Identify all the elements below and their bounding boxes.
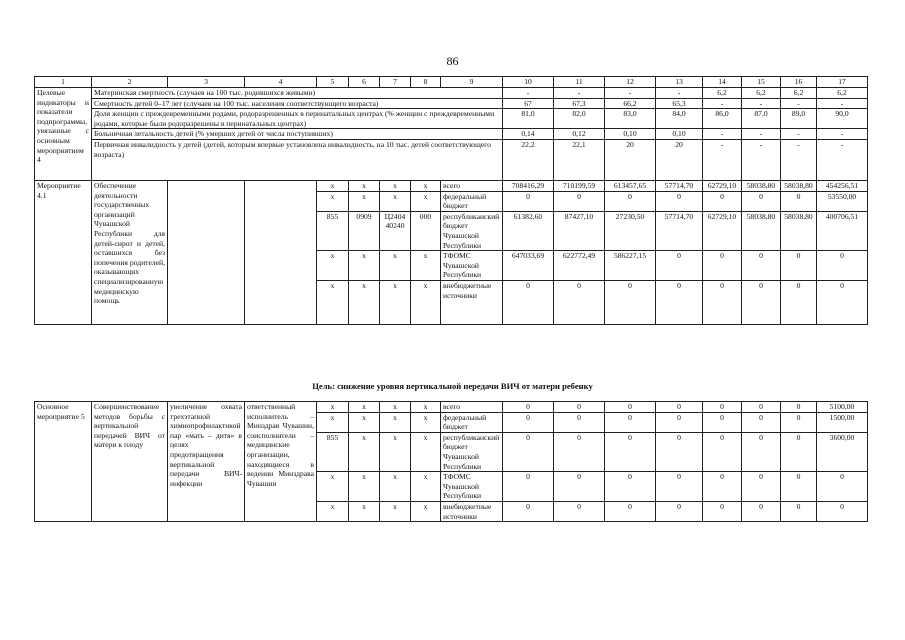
indicator-value: - xyxy=(817,98,868,109)
budget-code: x xyxy=(317,402,349,413)
funding-source: всего xyxy=(441,180,503,191)
funding-value: 0 xyxy=(703,472,742,502)
funding-value: 3600,00 xyxy=(817,432,868,471)
indicator-value: - xyxy=(817,129,868,140)
funding-value: 5100,00 xyxy=(817,402,868,413)
budget-code: x xyxy=(317,251,349,281)
budget-code: x xyxy=(411,280,441,324)
budget-code: x xyxy=(349,402,380,413)
indicator-value: 66,2 xyxy=(605,98,656,109)
funding-value: 0 xyxy=(605,280,656,324)
funding-value: 0 xyxy=(817,280,868,324)
funding-value: 0 xyxy=(605,472,656,502)
indicator-text: Доля женщин с преждевременными родами, родоразрешенных в перинатальных центрах (% женщин с преждевременными родами, которые были родоразрешены в перинатальных центрах) xyxy=(92,109,503,129)
funding-value: 0 xyxy=(742,412,781,432)
funding-value: 61382,60 xyxy=(503,211,554,250)
funding-value: 0 xyxy=(817,251,868,281)
funding-value: 0 xyxy=(605,402,656,413)
budget-code: x xyxy=(380,501,411,521)
funding-value: 1500,00 xyxy=(817,412,868,432)
budget-code: x xyxy=(380,191,411,211)
funding-value: 0 xyxy=(742,280,781,324)
funding-value: 0 xyxy=(781,472,817,502)
funding-value: 53550,00 xyxy=(817,191,868,211)
funding-source: ТФОМС Чувашской Республики xyxy=(441,251,503,281)
indicator-value: 6,2 xyxy=(742,88,781,99)
funding-value: 0 xyxy=(742,251,781,281)
col-number: 7 xyxy=(380,77,411,88)
funding-value: 0 xyxy=(703,412,742,432)
indicator-value: 6,2 xyxy=(817,88,868,99)
funding-value: 0 xyxy=(703,501,742,521)
budget-code: x xyxy=(349,251,380,281)
funding-row xyxy=(35,402,868,413)
budget-code: x xyxy=(380,180,411,191)
budget-code: x xyxy=(349,472,380,502)
budget-code: x xyxy=(380,472,411,502)
budget-code: x xyxy=(380,280,411,324)
page-number: 86 xyxy=(446,54,459,68)
budget-code: x xyxy=(411,191,441,211)
budget-code: x xyxy=(317,191,349,211)
funding-value: 0 xyxy=(742,501,781,521)
funding-value: 710199,59 xyxy=(554,180,605,191)
indicator-value: - xyxy=(703,98,742,109)
indicator-text: Смертность детей 0–17 лет (случаев на 100 тыс. населения соответствующего возраста) xyxy=(92,98,503,109)
indicator-row xyxy=(35,98,868,109)
funding-value: 0 xyxy=(554,432,605,471)
budget-code: x xyxy=(349,432,380,471)
column-number-row xyxy=(35,77,868,88)
funding-value: 0 xyxy=(554,191,605,211)
indicator-text: Материнская смертность (случаев на 100 тыс. родившихся живыми) xyxy=(92,88,503,99)
indicator-text: Первичная инвалидность у детей (детей, которым впервые установлена инвалидность, на 10 тыс. детей соответствующего возраста) xyxy=(92,139,503,180)
budget-code: x xyxy=(317,412,349,432)
indicator-value: 86,0 xyxy=(703,109,742,129)
indicator-value: 65,3 xyxy=(656,98,703,109)
funding-value: 0 xyxy=(656,501,703,521)
funding-value: 0 xyxy=(554,280,605,324)
budget-code: x xyxy=(349,191,380,211)
funding-value: 0 xyxy=(703,191,742,211)
indicator-value: - xyxy=(503,88,554,99)
funding-value: 0 xyxy=(554,472,605,502)
measure-name: Совершенствование методов борьбы с вертикальной передачей ВИЧ от матери к плоду xyxy=(92,402,168,522)
funding-value: 0 xyxy=(503,191,554,211)
indicator-row xyxy=(35,139,868,180)
funding-value: 400706,51 xyxy=(817,211,868,250)
indicator-value: 89,0 xyxy=(781,109,817,129)
funding-value: 0 xyxy=(656,412,703,432)
funding-value: 0 xyxy=(781,501,817,521)
funding-value: 27230,50 xyxy=(605,211,656,250)
measure-name: Обеспечение деятельности государственных организаций Чувашской Республики для детей-сирот и детей, оставшихся без попечения родителей, оказывающих специализированную медицинскую помощь xyxy=(92,180,168,324)
funding-value: 0 xyxy=(503,412,554,432)
col-number: 2 xyxy=(92,77,168,88)
indicator-value: - xyxy=(781,139,817,180)
col-number: 14 xyxy=(703,77,742,88)
funding-value: 0 xyxy=(503,501,554,521)
indicator-value: 67 xyxy=(503,98,554,109)
funding-source: федеральный бюджет xyxy=(441,191,503,211)
col-number: 5 xyxy=(317,77,349,88)
indicator-row xyxy=(35,88,868,99)
funding-value: 708416,29 xyxy=(503,180,554,191)
funding-value: 0 xyxy=(781,432,817,471)
indicator-value: 0,12 xyxy=(554,129,605,140)
indicator-value: - xyxy=(656,88,703,99)
budget-code: x xyxy=(380,402,411,413)
funding-value: 586227,15 xyxy=(605,251,656,281)
budget-code: 000 xyxy=(411,211,441,250)
col-number: 16 xyxy=(781,77,817,88)
indicator-value: - xyxy=(703,139,742,180)
funding-value: 62729,10 xyxy=(703,180,742,191)
indicator-value: - xyxy=(817,139,868,180)
indicator-value: - xyxy=(781,98,817,109)
budget-code: x xyxy=(380,432,411,471)
indicator-value: - xyxy=(781,129,817,140)
indicator-value: - xyxy=(605,88,656,99)
budget-code: x xyxy=(411,180,441,191)
measure5-table xyxy=(34,401,868,522)
funding-value: 62729,10 xyxy=(703,211,742,250)
budget-code: 0909 xyxy=(349,211,380,250)
budget-code: x xyxy=(411,412,441,432)
col-number: 11 xyxy=(554,77,605,88)
funding-value: 647033,69 xyxy=(503,251,554,281)
budget-code: x xyxy=(411,402,441,413)
budget-code: x xyxy=(349,280,380,324)
budget-code: x xyxy=(380,412,411,432)
budget-code: x xyxy=(317,180,349,191)
indicator-value: 82,0 xyxy=(554,109,605,129)
col-number: 9 xyxy=(441,77,503,88)
funding-value: 57714,70 xyxy=(656,211,703,250)
indicator-value: - xyxy=(742,98,781,109)
funding-value: 0 xyxy=(656,432,703,471)
budget-code: x xyxy=(349,412,380,432)
indicator-value: - xyxy=(554,88,605,99)
col-number: 15 xyxy=(742,77,781,88)
funding-source: федеральный бюджет xyxy=(441,412,503,432)
funding-value: 0 xyxy=(781,402,817,413)
funding-value: 58038,80 xyxy=(742,180,781,191)
indicator-value: - xyxy=(703,129,742,140)
funding-value: 0 xyxy=(605,191,656,211)
funding-value: 0 xyxy=(503,280,554,324)
budget-code: x xyxy=(411,251,441,281)
measure-title: Основное мероприятие 5 xyxy=(35,402,92,522)
goal-heading: Цель: снижение уровня вертикальной передачи ВИЧ от матери ребенку xyxy=(312,381,593,391)
funding-value: 0 xyxy=(742,402,781,413)
funding-value: 0 xyxy=(554,402,605,413)
indicator-value: 22,1 xyxy=(554,139,605,180)
empty-cell xyxy=(168,180,245,324)
funding-source: республиканский бюджет Чувашской Республики xyxy=(441,432,503,471)
indicator-text: Больничная летальность детей (% умерших детей от числа поступивших) xyxy=(92,129,503,140)
funding-value: 0 xyxy=(656,251,703,281)
funding-value: 0 xyxy=(656,280,703,324)
funding-value: 0 xyxy=(703,432,742,471)
funding-value: 0 xyxy=(703,402,742,413)
indicator-value: 20 xyxy=(605,139,656,180)
budget-code: 855 xyxy=(317,432,349,471)
indicator-value: 0,14 xyxy=(503,129,554,140)
budget-code: x xyxy=(349,501,380,521)
indicator-value: 90,0 xyxy=(817,109,868,129)
funding-value: 0 xyxy=(554,412,605,432)
budget-code: x xyxy=(317,501,349,521)
funding-value: 0 xyxy=(781,280,817,324)
budget-code: x xyxy=(411,472,441,502)
funding-source: всего xyxy=(441,402,503,413)
funding-value: 0 xyxy=(781,251,817,281)
col-number: 8 xyxy=(411,77,441,88)
col-number: 12 xyxy=(605,77,656,88)
budget-code: x xyxy=(317,472,349,502)
indicator-value: 0,10 xyxy=(656,129,703,140)
funding-value: 454256,51 xyxy=(817,180,868,191)
funding-value: 0 xyxy=(554,501,605,521)
budget-code: x xyxy=(349,180,380,191)
funding-row xyxy=(35,180,868,191)
funding-value: 87427,10 xyxy=(554,211,605,250)
col-number: 6 xyxy=(349,77,380,88)
col-number: 4 xyxy=(245,77,317,88)
indicator-row xyxy=(35,129,868,140)
budget-code: Ц2404 40240 xyxy=(380,211,411,250)
funding-value: 0 xyxy=(656,472,703,502)
funding-value: 0 xyxy=(742,432,781,471)
funding-value: 0 xyxy=(703,251,742,281)
funding-value: 0 xyxy=(503,472,554,502)
measure-title: Мероприятие 4.1 xyxy=(35,180,92,324)
program-table xyxy=(34,76,868,325)
funding-value: 0 xyxy=(503,432,554,471)
indicator-value: 6,2 xyxy=(781,88,817,99)
col-number: 3 xyxy=(168,77,245,88)
indicator-value: 67,3 xyxy=(554,98,605,109)
indicator-row xyxy=(35,109,868,129)
funding-source: республиканский бюджет Чувашской Республики xyxy=(441,211,503,250)
indicator-value: 87,0 xyxy=(742,109,781,129)
empty-cell xyxy=(245,180,317,324)
funding-value: 0 xyxy=(605,501,656,521)
funding-source: ТФОМС Чувашской Республики xyxy=(441,472,503,502)
funding-value: 0 xyxy=(656,191,703,211)
budget-code: x xyxy=(380,251,411,281)
funding-value: 0 xyxy=(742,191,781,211)
indicator-value: 84,0 xyxy=(656,109,703,129)
budget-code: x xyxy=(317,280,349,324)
col-number: 1 xyxy=(35,77,92,88)
funding-value: 0 xyxy=(703,280,742,324)
measure-executor: ответственный исполнитель – Минздрав Чувашии, соисполнители – медицинские организации, находящиеся в ведении Минздрава Чувашии xyxy=(245,402,317,522)
funding-value: 0 xyxy=(605,412,656,432)
indicator-value: 20 xyxy=(656,139,703,180)
funding-value: 0 xyxy=(817,501,868,521)
funding-value: 58038,80 xyxy=(742,211,781,250)
indicator-value: - xyxy=(742,129,781,140)
funding-value: 0 xyxy=(605,432,656,471)
indicator-value: 83,0 xyxy=(605,109,656,129)
funding-value: 613457,65 xyxy=(605,180,656,191)
budget-code: 855 xyxy=(317,211,349,250)
indicator-value: 6,2 xyxy=(703,88,742,99)
funding-value: 58038,80 xyxy=(781,211,817,250)
funding-value: 0 xyxy=(817,472,868,502)
indicator-value: 22,2 xyxy=(503,139,554,180)
measure-indicator: увеличение охвата трехэтапной химиопрофилактикой пар «мать – дитя» в целях предотвращения вертикальной передачи ВИЧ-инфекции xyxy=(168,402,245,522)
funding-source: внебюджетные источники xyxy=(441,501,503,521)
funding-value: 0 xyxy=(503,402,554,413)
funding-value: 0 xyxy=(781,412,817,432)
budget-code: x xyxy=(411,432,441,471)
col-number: 13 xyxy=(656,77,703,88)
indicator-value: - xyxy=(742,139,781,180)
indicators-label: Целевые индикаторы и показатели подпрограммы, увязанные с основным мероприятием 4 xyxy=(35,88,92,181)
funding-value: 0 xyxy=(781,191,817,211)
budget-code: x xyxy=(411,501,441,521)
funding-value: 0 xyxy=(656,402,703,413)
funding-value: 57714,70 xyxy=(656,180,703,191)
funding-source: внебюджетные источники xyxy=(441,280,503,324)
col-number: 10 xyxy=(503,77,554,88)
col-number: 17 xyxy=(817,77,868,88)
indicator-value: 81,0 xyxy=(503,109,554,129)
funding-value: 58038,80 xyxy=(781,180,817,191)
indicator-value: 0,10 xyxy=(605,129,656,140)
funding-value: 622772,49 xyxy=(554,251,605,281)
funding-value: 0 xyxy=(742,472,781,502)
